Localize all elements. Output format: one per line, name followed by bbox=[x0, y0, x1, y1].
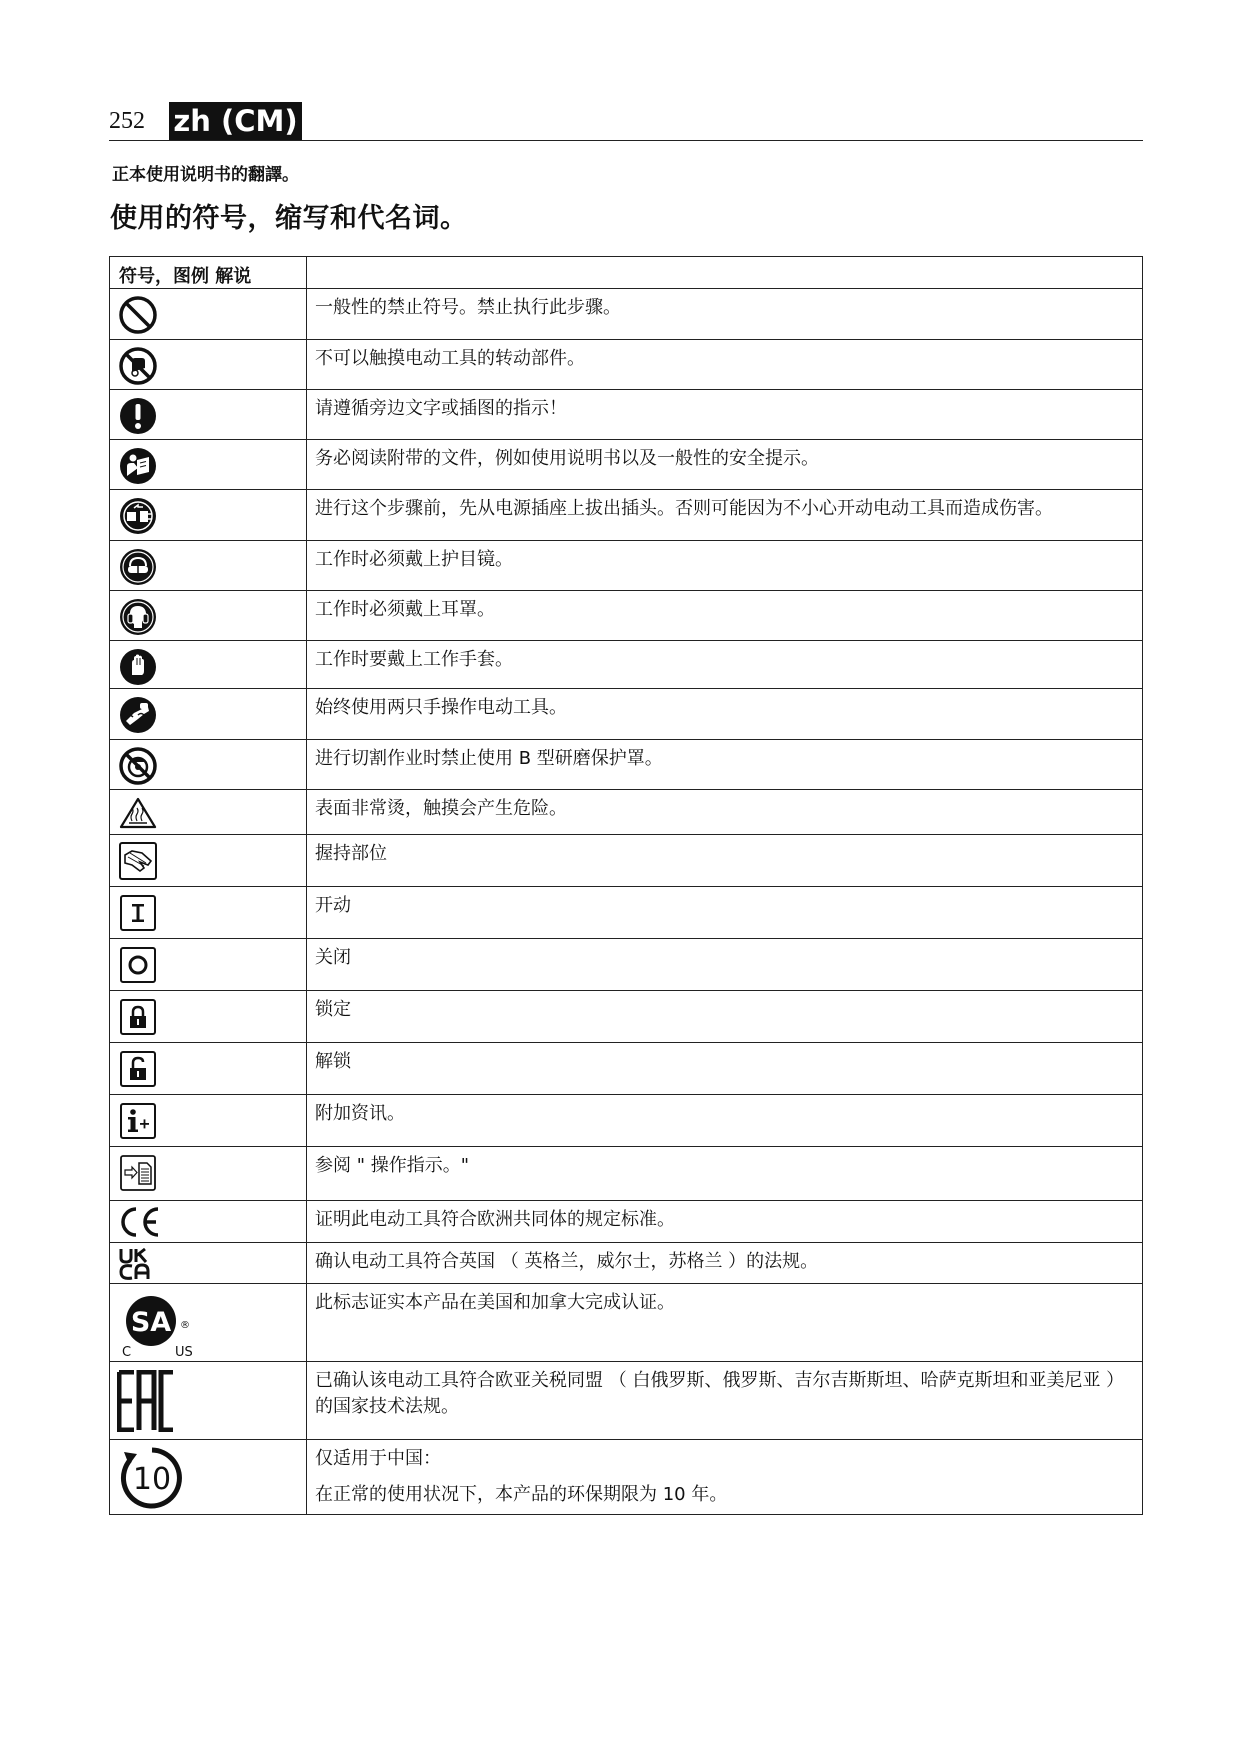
row-description: 进行这个步骤前，先从电源插座上拔出插头。否则可能因为不小心开动电动工具而造成伤害。 bbox=[307, 490, 1143, 541]
china-rohs-10-icon bbox=[118, 1446, 306, 1510]
table-header-empty bbox=[307, 257, 1143, 289]
read-manual-icon bbox=[118, 446, 306, 486]
table-row bbox=[110, 939, 1143, 991]
table-row bbox=[110, 991, 1143, 1043]
row-description: 附加资讯。 bbox=[307, 1095, 1143, 1147]
ce-mark-icon bbox=[118, 1206, 306, 1238]
table-row bbox=[110, 740, 1143, 790]
csa-mark-icon bbox=[118, 1294, 306, 1358]
row-description: 仅适用于中国： bbox=[315, 1448, 441, 1469]
table-row bbox=[110, 1095, 1143, 1147]
rohs-years-badge: 10 bbox=[132, 1462, 172, 1497]
table-row bbox=[110, 440, 1143, 490]
hot-surface-icon bbox=[118, 796, 306, 830]
row-description: 参阅 " 操作指示。" bbox=[307, 1147, 1143, 1201]
unplug-icon bbox=[118, 496, 306, 536]
operating-instruction-icon bbox=[118, 1153, 306, 1193]
page-number: 252 bbox=[109, 108, 145, 134]
prohibition-icon bbox=[118, 295, 306, 335]
no-guard-b-icon bbox=[118, 746, 306, 786]
table-row bbox=[110, 1147, 1143, 1201]
row-description: 务必阅读附带的文件，例如使用说明书以及一般性的安全提示。 bbox=[307, 440, 1143, 490]
table-row bbox=[110, 390, 1143, 440]
table-header-label: 符号，图例 解说 bbox=[119, 266, 252, 287]
row-description: 确认电动工具符合英国 （ 英格兰，威尔士，苏格兰 ）的法规。 bbox=[307, 1243, 1143, 1284]
table-row bbox=[110, 1043, 1143, 1095]
row-description: 锁定 bbox=[307, 991, 1143, 1043]
table-row bbox=[110, 490, 1143, 541]
table-row bbox=[110, 541, 1143, 591]
row-description-secondary: 在正常的使用状况下，本产品的环保期限为 10 年。 bbox=[315, 1484, 728, 1505]
table-row bbox=[110, 887, 1143, 939]
table-row bbox=[110, 1362, 1143, 1440]
row-description: 始终使用两只手操作电动工具。 bbox=[307, 689, 1143, 740]
table-header-row bbox=[110, 257, 1143, 289]
row-description: 证明此电动工具符合欧洲共同体的规定标准。 bbox=[307, 1201, 1143, 1243]
table-row bbox=[110, 641, 1143, 689]
row-description: 表面非常烫，触摸会产生危险。 bbox=[307, 790, 1143, 835]
table-row bbox=[110, 289, 1143, 340]
table-row bbox=[110, 1284, 1143, 1362]
row-description: 已确认该电动工具符合欧亚关税同盟 （ 白俄罗斯、俄罗斯、吉尔吉斯斯坦、哈萨克斯坦和亚美尼亚 ）的国家技术法规。 bbox=[307, 1362, 1143, 1440]
info-icon bbox=[118, 1101, 306, 1141]
csa-us-label: US bbox=[175, 1345, 193, 1358]
csa-letters: SA bbox=[130, 1307, 172, 1338]
power-on-icon bbox=[118, 893, 306, 933]
table-row bbox=[110, 1243, 1143, 1284]
no-touch-rotating-parts-icon bbox=[118, 346, 306, 386]
language-tab: zh (CM) bbox=[169, 102, 302, 140]
symbols-table bbox=[109, 256, 1143, 1515]
table-row bbox=[110, 1440, 1143, 1515]
table-row bbox=[110, 1201, 1143, 1243]
section-title: 使用的符号，缩写和代名词。 bbox=[110, 203, 468, 234]
row-description: 进行切割作业时禁止使用 B 型研磨保护罩。 bbox=[307, 740, 1143, 790]
table-row bbox=[110, 835, 1143, 887]
table-row bbox=[110, 591, 1143, 641]
safety-goggles-icon bbox=[118, 547, 306, 587]
table-row bbox=[110, 689, 1143, 740]
csa-c-label: C bbox=[122, 1345, 132, 1358]
row-description: 不可以触摸电动工具的转动部件。 bbox=[307, 340, 1143, 390]
csa-registered-mark: ® bbox=[180, 1320, 190, 1331]
row-description: 关闭 bbox=[307, 939, 1143, 991]
ukca-mark-icon bbox=[118, 1247, 306, 1281]
two-hands-icon bbox=[118, 695, 306, 735]
row-description: 此标志证实本产品在美国和加拿大完成认证。 bbox=[307, 1284, 1143, 1362]
row-description: 解锁 bbox=[307, 1043, 1143, 1095]
ear-protection-icon bbox=[118, 597, 306, 637]
row-description: 工作时要戴上工作手套。 bbox=[307, 641, 1143, 689]
translation-note: 正本使用说明书的翻譯。 bbox=[112, 165, 299, 185]
grip-area-icon bbox=[118, 841, 306, 881]
page-header bbox=[109, 102, 1143, 141]
power-off-icon bbox=[118, 945, 306, 985]
gloves-icon bbox=[118, 647, 306, 687]
row-description: 工作时必须戴上耳罩。 bbox=[307, 591, 1143, 641]
table-row bbox=[110, 340, 1143, 390]
attention-icon bbox=[118, 396, 306, 436]
row-description: 请遵循旁边文字或插图的指示！ bbox=[307, 390, 1143, 440]
row-description: 开动 bbox=[307, 887, 1143, 939]
unlock-icon bbox=[118, 1049, 306, 1089]
row-description: 工作时必须戴上护目镜。 bbox=[307, 541, 1143, 591]
table-row bbox=[110, 790, 1143, 835]
row-description: 握持部位 bbox=[307, 835, 1143, 887]
row-description: 一般性的禁止符号。禁止执行此步骤。 bbox=[307, 289, 1143, 340]
eac-mark-icon bbox=[117, 1370, 306, 1432]
lock-icon bbox=[118, 997, 306, 1037]
